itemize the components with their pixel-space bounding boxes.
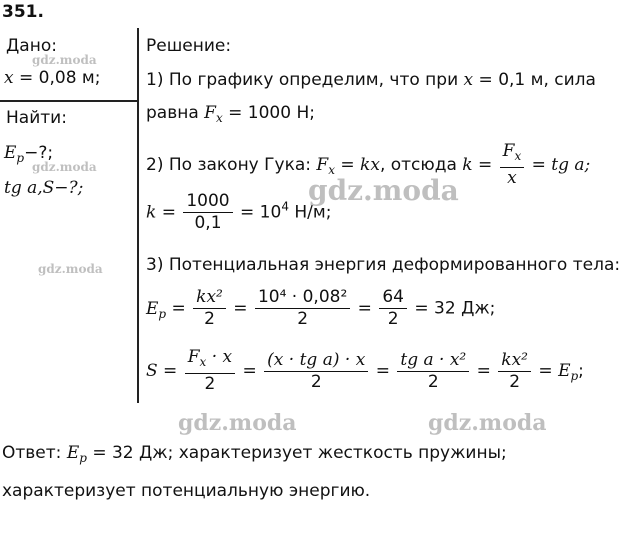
given-header: Дано: xyxy=(6,36,57,56)
answer-line1: Ответ: $E_p = 32$ Дж; характеризует жесткость пружины; xyxy=(2,443,507,465)
solution-header: Решение: xyxy=(146,36,232,56)
given-divider-vertical xyxy=(137,28,139,403)
watermark-left: gdz.moda xyxy=(38,262,103,276)
find-ep: $E_p-$?; xyxy=(4,143,54,165)
watermark-given: gdz.moda xyxy=(32,53,97,67)
solution-step4: S = $\frac{F_x \cdot x}{2}$ = $\frac{\text{(x · tg a) · x}}{2}$ = $\frac{\text{tg a · x²}}{2}$ = $\frac{\text{kx²}}{2}$ = $E_p$; xyxy=(146,347,584,394)
solution-step1-line2: равна $F_x = 1000$ Н; xyxy=(146,103,315,125)
given-x: x = 0,08 м; xyxy=(4,68,101,88)
solution-step3-line2: $E_p$ = $\frac{\text{kx²}}{2}$ = $\frac{\text{10⁴ · 0,08²}}{2}$ = $\frac{64}{2}$ = 32 Дж; xyxy=(146,287,496,329)
watermark-center: gdz.moda xyxy=(308,174,459,207)
find-tg-s: tg a,S−?; xyxy=(4,178,84,198)
solution-step2-line1: 2) По закону Гука: $F_x$ = kx, отсюда k = $\frac{F_x}{x}$ = tg a; xyxy=(146,141,591,188)
given-divider-horizontal xyxy=(0,100,138,102)
answer-line2: характеризует потенциальную энергию. xyxy=(2,481,371,501)
find-header: Найти: xyxy=(6,108,67,128)
solution-step3-line1: 3) Потенциальная энергия деформированного тела: xyxy=(146,255,621,275)
solution-step1-line1: 1) По графику определим, что при x = 0,1 м, сила xyxy=(146,70,596,90)
problem-number: 351. xyxy=(2,2,44,22)
solution-step2-line2: k = $\frac{1000}{0,1}$ = $10^4$ Н/м; xyxy=(146,191,332,233)
watermark-find: gdz.moda xyxy=(32,160,97,174)
watermark-bottom-right: gdz.moda xyxy=(428,410,547,436)
watermark-bottom-left: gdz.moda xyxy=(178,410,297,436)
